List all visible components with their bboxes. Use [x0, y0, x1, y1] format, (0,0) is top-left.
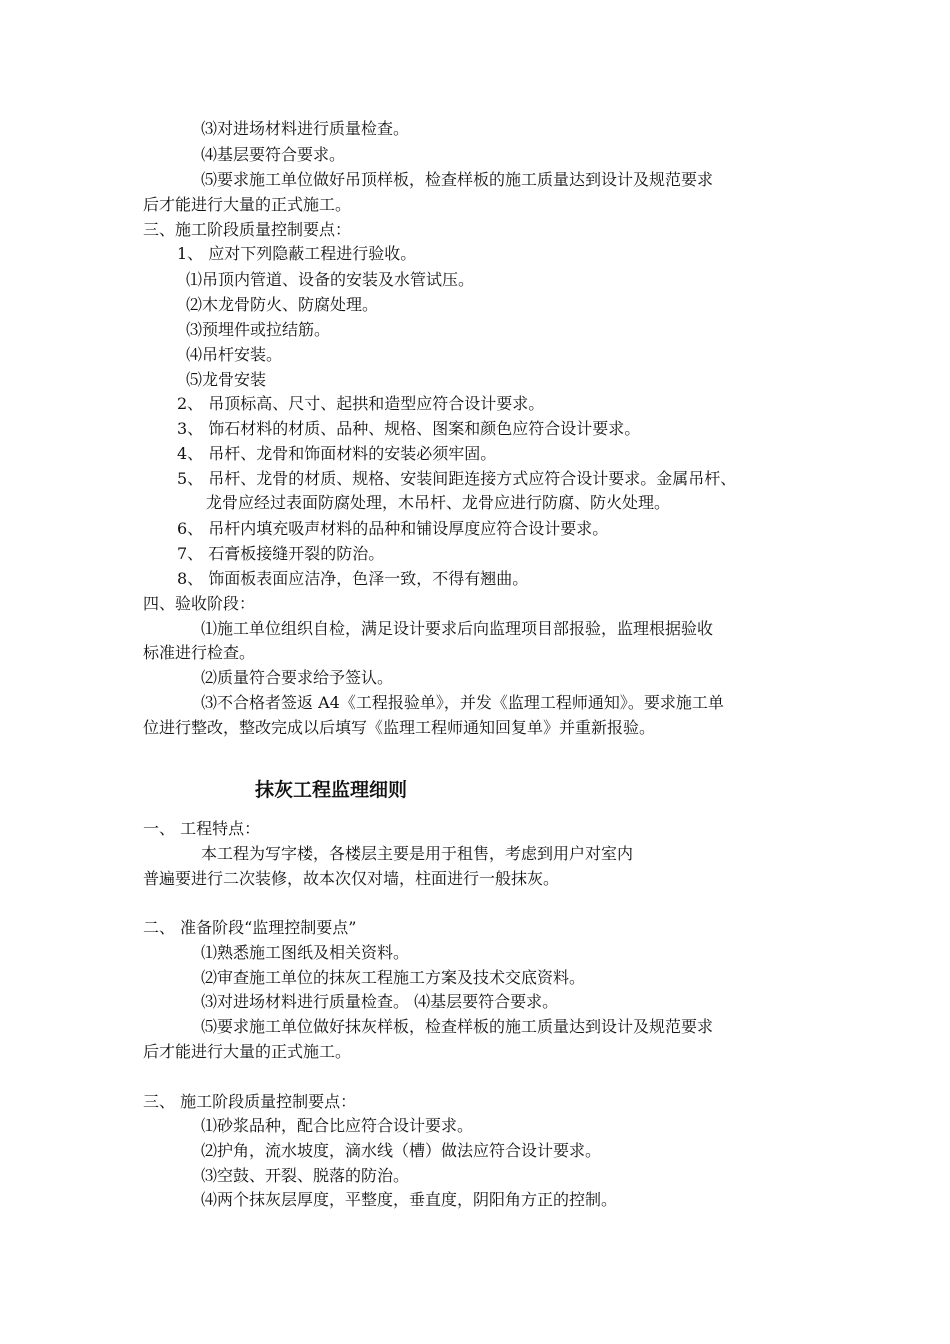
accept-item-1-line2: 标准进行检查。	[143, 643, 256, 662]
numbered-item-5-line1: 5、 吊杆、龙骨的材质、规格、安装间距连接方式应符合设计要求。金属吊杆、	[177, 469, 737, 488]
s2-heading: 二、 准备阶段“监理控制要点”	[143, 918, 357, 937]
section-4-heading: 四、验收阶段：	[143, 594, 256, 613]
hidden-item-4: ⑷吊杆安装。	[186, 345, 283, 364]
numbered-item-1: 1、 应对下列隐蔽工程进行验收。	[177, 244, 417, 263]
s2-item-5-line1: ⑸要求施工单位做好抹灰样板，检查样板的施工质量达到设计及规范要求	[201, 1017, 714, 1036]
numbered-item-4: 4、 吊杆、龙骨和饰面材料的安装必须牢固。	[177, 444, 497, 463]
hidden-item-2: ⑵木龙骨防火、防腐处理。	[186, 295, 379, 314]
s3-item-2: ⑵护角，流水坡度，滴水线（槽）做法应符合设计要求。	[201, 1141, 602, 1160]
accept-item-3-line1: ⑶不合格者签返 A4《工程报验单》，并发《监理工程师通知》。要求施工单	[201, 693, 724, 712]
prep-item-4: ⑷基层要符合要求。	[201, 145, 346, 164]
s2-item-1: ⑴熟悉施工图纸及相关资料。	[201, 943, 410, 962]
s3-heading: 三、 施工阶段质量控制要点：	[143, 1092, 357, 1111]
numbered-item-7: 7、 石膏板接缝开裂的防治。	[177, 544, 385, 563]
section-title: 抹灰工程监理细则	[255, 779, 408, 801]
s1-paragraph-line2: 普遍要进行二次装修，故本次仅对墙，柱面进行一般抹灰。	[143, 869, 560, 888]
accept-item-3-line2: 位进行整改，整改完成以后填写《监理工程师通知回复单》并重新报验。	[143, 718, 656, 737]
s2-item-5-line2: 后才能进行大量的正式施工。	[143, 1042, 352, 1061]
hidden-item-3: ⑶预埋件或拉结筋。	[186, 320, 331, 339]
s3-item-3: ⑶空鼓、开裂、脱落的防治。	[201, 1166, 410, 1185]
s1-paragraph-line1: 本工程为写字楼，各楼层主要是用于租售，考虑到用户对室内	[201, 844, 634, 863]
numbered-item-8: 8、 饰面板表面应洁净，色泽一致，不得有翘曲。	[177, 569, 529, 588]
hidden-item-1: ⑴吊顶内管道、设备的安装及水管试压。	[186, 270, 475, 289]
numbered-item-2: 2、 吊顶标高、尺寸、起拱和造型应符合设计要求。	[177, 394, 545, 413]
section-3-heading: 三、施工阶段质量控制要点：	[143, 220, 352, 239]
s2-item-3-4: ⑶对进场材料进行质量检查。 ⑷基层要符合要求。	[201, 992, 559, 1011]
prep-item-5-line2: 后才能进行大量的正式施工。	[143, 195, 352, 214]
s3-item-4: ⑷两个抹灰层厚度，平整度，垂直度，阴阳角方正的控制。	[201, 1190, 618, 1209]
s1-heading: 一、 工程特点：	[143, 819, 261, 838]
prep-item-5-line1: ⑸要求施工单位做好吊顶样板，检查样板的施工质量达到设计及规范要求	[201, 170, 714, 189]
prep-item-3: ⑶对进场材料进行质量检查。	[201, 119, 410, 138]
s3-item-1: ⑴砂浆品种，配合比应符合设计要求。	[201, 1116, 474, 1135]
accept-item-2: ⑵质量符合要求给予签认。	[201, 668, 394, 687]
numbered-item-5-line2: 龙骨应经过表面防腐处理，木吊杆、龙骨应进行防腐、防火处理。	[206, 493, 671, 512]
numbered-item-6: 6、 吊杆内填充吸声材料的品种和铺设厚度应符合设计要求。	[177, 519, 609, 538]
accept-item-1-line1: ⑴施工单位组织自检，满足设计要求后向监理项目部报验，监理根据验收	[201, 619, 714, 638]
hidden-item-5: ⑸龙骨安装	[186, 370, 267, 389]
s2-item-2: ⑵审查施工单位的抹灰工程施工方案及技术交底资料。	[201, 968, 586, 987]
numbered-item-3: 3、 饰石材料的材质、品种、规格、图案和颜色应符合设计要求。	[177, 419, 641, 438]
